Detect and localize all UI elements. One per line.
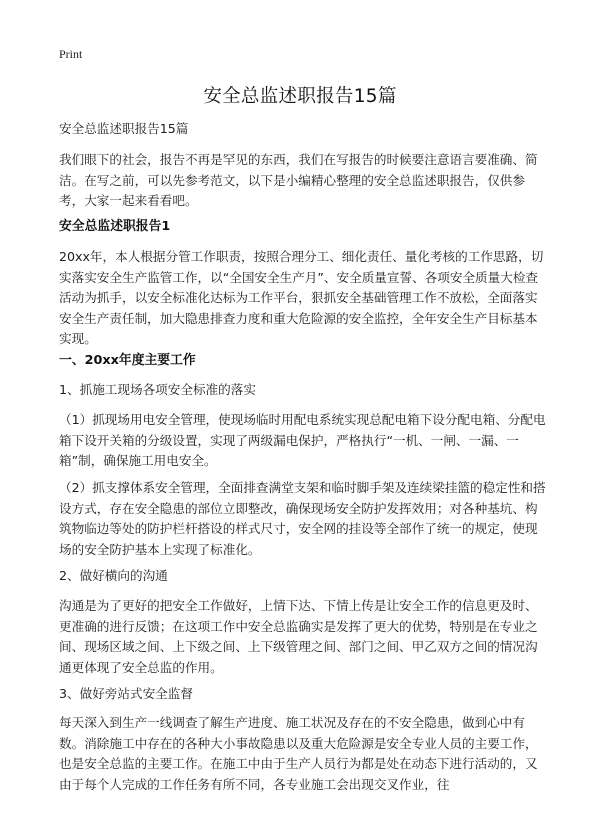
section-heading: 一、20xx年度主要工作 <box>59 353 196 368</box>
item-3-paragraph: 每天深入到生产一线调查了解生产进度、施工状况及存在的不安全隐患，做到心中有数。消除施工中存在的各种大小事故隐患以及重大危险源是安全专业人员的主要工作，也是安全总监的主要工作。在施工中由于生产人员行为都是处在动态下进行活动的，又由于每个人完成的工作任务有所不同，各专业施工会出现交叉作业，往 <box>59 715 538 792</box>
document-title: 安全总监述职报告15篇 <box>203 86 397 107</box>
report-heading: 安全总监述职报告1 <box>59 219 171 234</box>
intro-paragraph: 我们眼下的社会，报告不再是罕见的东西，我们在写报告的时候要注意语言要准确、简洁。在写之前，可以先参考范文，以下是小编精心整理的安全总监述职报告，仅供参考，大家一起来看看吧。 <box>59 152 538 208</box>
item-1-paragraph-1: （1）抓现场用电安全管理，使现场临时用配电系统实现总配电箱下设分配电箱、分配电箱下设开关箱的分级设置，实现了两级漏电保护，严格执行“一机、一闸、一漏、一箱”制，确保施工用电安全。 <box>59 412 546 468</box>
item-title-3: 3、做好旁站式安全监督 <box>59 686 193 701</box>
item-2-paragraph: 沟通是为了更好的把安全工作做好，上情下达、下情上传是让安全工作的信息更及时、更准确的进行反馈；在这项工作中安全总监确实是发挥了更大的优势，特别是在专业之间、现场区域之间、上下级之间、上下级管理之间、部门之间、甲乙双方之间的情况沟通更体现了安全总监的作用。 <box>59 598 538 675</box>
report-paragraph: 20xx年，本人根据分管工作职责，按照合理分工、细化责任、量化考核的工作思路，切实落实安全生产监管工作，以“全国安全生产月”、安全质量宣誓、各项安全质量大检查活动为抓手，以安全标准化达标为工作平台，狠抓安全基础管理工作不放松，全面落实安全生产责任制，加大隐患排查力度和重大危险源的安全监控，全年安全生产目标基本实现。 <box>59 249 544 346</box>
item-title-2: 2、做好横向的沟通 <box>59 568 168 583</box>
print-link[interactable]: Print <box>59 47 83 61</box>
item-title-1: 1、抓施工现场各项安全标准的落实 <box>59 382 256 397</box>
item-1-paragraph-2: （2）抓支撑体系安全管理，全面排查满堂支架和临时脚手架及连续梁挂篮的稳定性和搭设方式，存在安全隐患的部位立即整改，确保现场安全防护发挥效用；对各种基坑、构筑物临边等处的防护栏杆搭设的样式尺寸，安全网的挂设等全部作了统一的规定，使现场的安全防护基本上实现了标准化。 <box>59 480 546 557</box>
subtitle: 安全总监述职报告15篇 <box>59 121 189 136</box>
